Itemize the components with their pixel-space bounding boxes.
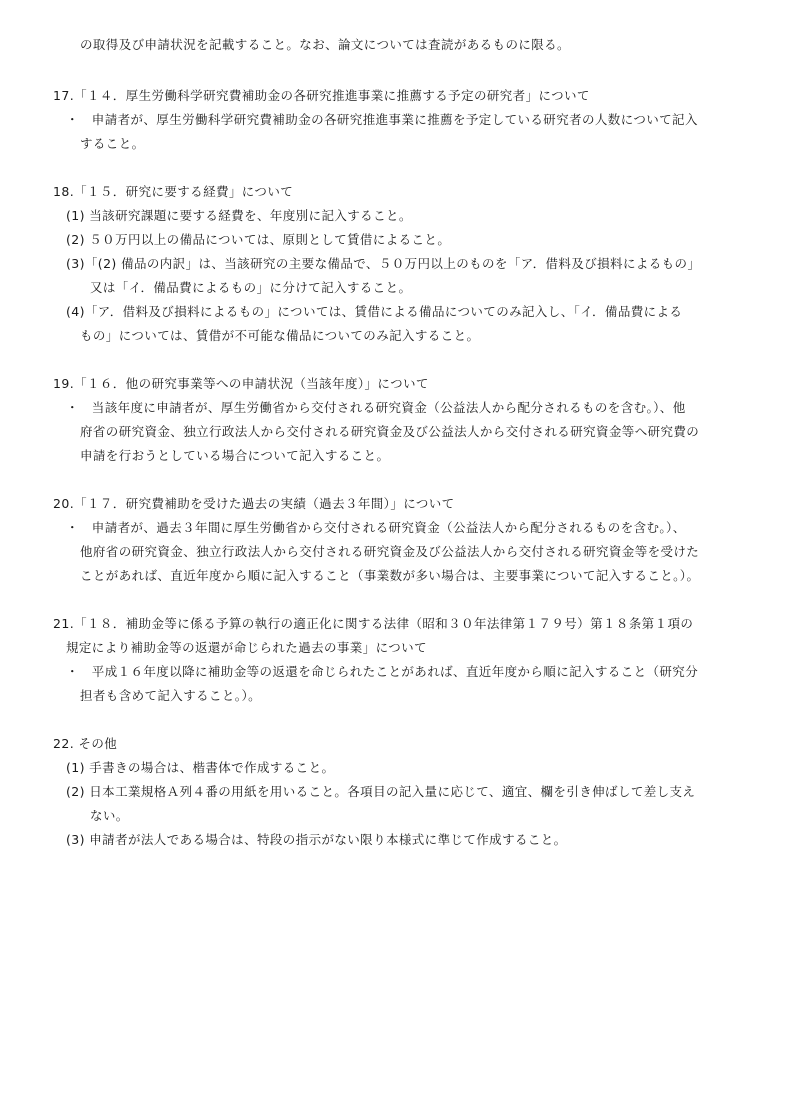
section-19-bullet-line1: ・ 当該年度に申請者が、厚生労働省から交付される研究資金（公益法人から配分されるものを含む。）、他 — [66, 400, 686, 415]
section-22-item-2-line2: ない。 — [90, 808, 129, 823]
section-18-item-3-line2: 又は「イ．備品費によるもの」に分けて記入すること。 — [90, 280, 412, 295]
section-22-item-1: (1) 手書きの場合は、楷書体で作成すること。 — [66, 760, 335, 775]
section-22-item-2-line1: (2) 日本工業規格Ａ列４番の用紙を用いること。各項目の記入量に応じて、適宜、欄を引き伸ばして差し支え — [66, 784, 696, 799]
intro-continuation: の取得及び申請状況を記載すること。なお、論文については査読があるものに限る。 — [80, 37, 570, 52]
section-19-bullet-line2: 府省の研究資金、独立行政法人から交付される研究資金及び公益法人から交付される研究資金等へ研究費の — [80, 424, 700, 439]
section-18-item-4-line2: もの」については、賃借が不可能な備品についてのみ記入すること。 — [80, 328, 480, 343]
section-21-bullet-line1: ・ 平成１６年度以降に補助金等の返還を命じられたことがあれば、直近年度から順に記入すること（研究分 — [66, 664, 699, 679]
section-18-item-2: (2) ５０万円以上の備品については、原則として賃借によること。 — [66, 232, 451, 247]
section-17-bullet-line2: すること。 — [80, 136, 145, 151]
section-21-heading-line2: 規定により補助金等の返還が命じられた過去の事業」について — [66, 640, 427, 655]
section-19-bullet-line3: 申請を行おうとしている場合について記入すること。 — [80, 448, 390, 463]
section-18-item-1: (1) 当該研究課題に要する経費を、年度別に記入すること。 — [66, 208, 412, 223]
section-20-bullet-line2: 他府省の研究資金、独立行政法人から交付される研究資金及び公益法人から交付される研究資金等を受けた — [80, 544, 700, 559]
section-21-heading-line1: 21.「１８．補助金等に係る予算の執行の適正化に関する法律（昭和３０年法律第１７９号）第１８条第１項の — [53, 616, 694, 631]
section-18-item-3-line1: (3)「(2) 備品の内訳」は、当該研究の主要な備品で、５０万円以上のものを「ア．借料及び損料によるもの」 — [66, 256, 701, 271]
section-20-bullet-line3: ことがあれば、直近年度から順に記入すること（事業数が多い場合は、主要事業について記入すること。）。 — [80, 568, 700, 583]
section-18-heading: 18.「１５．研究に要する経費」について — [53, 184, 294, 199]
section-22-item-3: (3) 申請者が法人である場合は、特段の指示がない限り本様式に準じて作成すること。 — [66, 832, 567, 847]
section-20-heading: 20.「１７．研究費補助を受けた過去の実績（過去３年間）」について — [53, 496, 455, 511]
section-18-item-4-line1: (4)「ア．借料及び損料によるもの」については、賃借による備品についてのみ記入し、「イ．備品費による — [66, 304, 683, 319]
section-19-heading: 19.「１６．他の研究事業等への申請状況（当該年度）」について — [53, 376, 429, 391]
section-22-heading: 22. その他 — [53, 736, 118, 751]
section-21-bullet-line2: 担者も含めて記入すること。）。 — [80, 688, 262, 703]
section-20-bullet-line1: ・ 申請者が、過去３年間に厚生労働省から交付される研究資金（公益法人から配分されるものを含む。）、 — [66, 520, 686, 535]
section-17-bullet-line1: ・ 申請者が、厚生労働科学研究費補助金の各研究推進事業に推薦を予定している研究者の人数について記入 — [66, 112, 698, 127]
section-17-heading: 17.「１４．厚生労働科学研究費補助金の各研究推進事業に推薦する予定の研究者」について — [53, 88, 590, 103]
